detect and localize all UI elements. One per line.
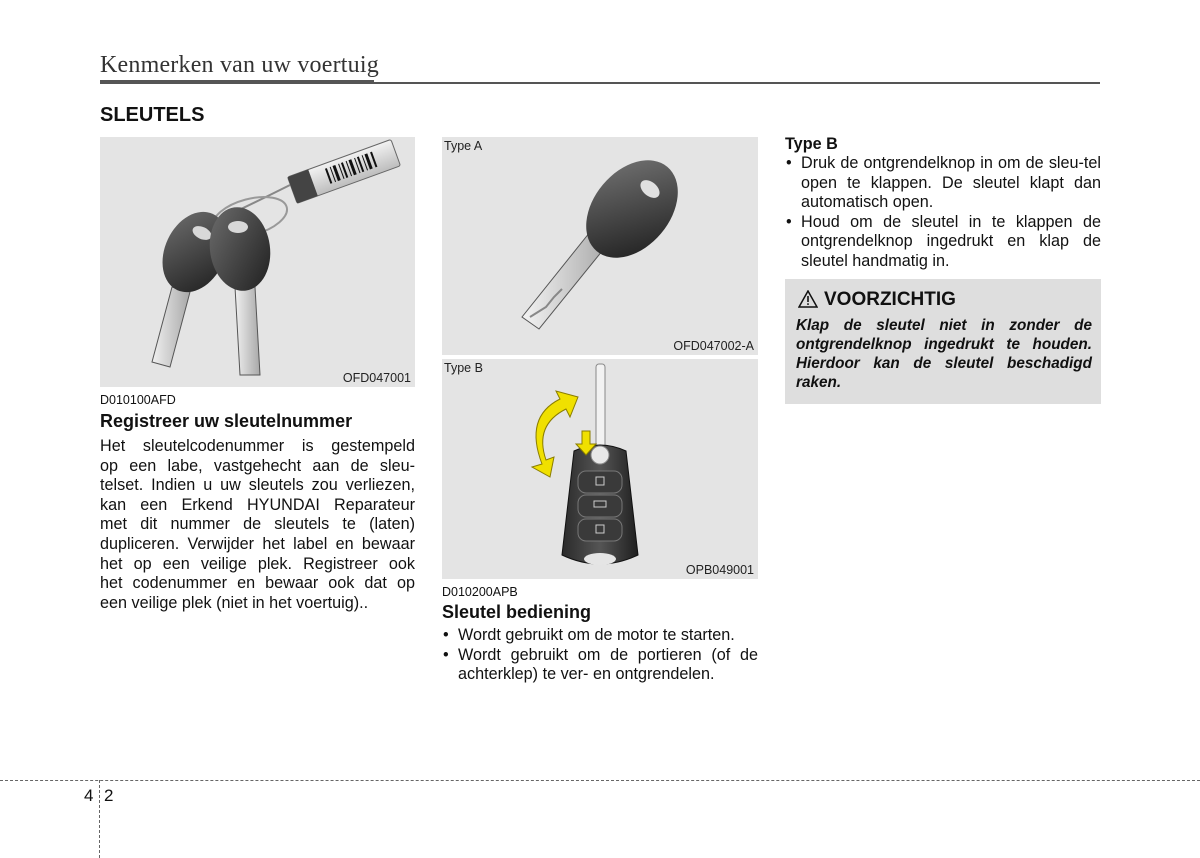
- paragraph-line: het codenummer en bewaar ook dat op: [100, 574, 415, 593]
- doc-code: D010100AFD: [100, 393, 176, 407]
- figure-type-label: Type B: [444, 361, 483, 375]
- keys-illustration: [100, 137, 415, 387]
- warning-triangle-icon: [798, 290, 818, 308]
- page-number: 2: [104, 786, 114, 805]
- caution-text: Klap de sleutel niet in zonder de ontgrendelknop ingedrukt te houden. Hierdoor kan de sleutel beschadigd raken.: [796, 317, 1092, 391]
- type-b-key-illustration: [442, 359, 758, 579]
- paragraph-line: kan een Erkend HYUNDAI Reparateur: [100, 495, 415, 514]
- paragraph-line: op een labe, vastgehecht aan de sleu-: [100, 456, 415, 475]
- footer-rule: [0, 780, 1200, 781]
- doc-code: D010200APB: [442, 585, 518, 599]
- caution-title: VOORZICHTIG: [824, 289, 956, 310]
- header-rule-thick: [100, 80, 374, 84]
- subsection-heading: Type B: [785, 135, 838, 153]
- caution-box: [785, 279, 1101, 404]
- list-item: • Wordt gebruikt om de portieren (of de achterklep) te ver- en ontgrendelen.: [442, 646, 758, 685]
- chapter-title: Kenmerken van uw voertuig: [100, 52, 379, 78]
- bullet-list: [442, 626, 758, 685]
- bullet-list: [785, 154, 1101, 272]
- figure-type-label: Type A: [444, 139, 483, 153]
- header-rule-thin: [374, 82, 1100, 84]
- type-a-key-illustration: [442, 137, 758, 355]
- figure-code: OPB049001: [685, 563, 754, 577]
- body-paragraph: [100, 437, 415, 613]
- section-title: SLEUTELS: [100, 104, 205, 126]
- paragraph-line: telset. Indien u uw sleutels zou verliezen,: [100, 476, 415, 495]
- type-b-key-drawing: [442, 359, 758, 579]
- type-a-key-drawing: [442, 137, 758, 355]
- footer-divider: [99, 780, 100, 858]
- list-item: • Houd om de sleutel in te klappen de ontgrendelknop ingedrukt en klap de sleutel handmatig in.: [785, 213, 1101, 272]
- paragraph-line: Het sleutelcodenummer is gestempeld: [100, 437, 415, 455]
- paragraph-line: het op een veilige plek. Registreer ook: [100, 554, 415, 573]
- paragraph-line: een veilige plek (niet in het voertuig)..: [100, 593, 369, 612]
- caution-heading: [798, 289, 956, 311]
- list-item: • Wordt gebruikt om de motor te starten.: [442, 626, 758, 646]
- keys-drawing: [100, 137, 415, 387]
- list-item: • Druk de ontgrendelknop in om de sleu-tel open te klappen. De sleutel klapt dan automatisch open.: [785, 154, 1101, 213]
- chapter-number: 4: [84, 786, 94, 805]
- paragraph-line: met dit nummer de sleutels te (laten): [100, 515, 415, 534]
- subsection-heading: Sleutel bediening: [442, 602, 592, 622]
- paragraph-line: dupliceren. Verwijder het label en bewaar: [100, 534, 415, 553]
- figure-code: OFD047001: [342, 371, 411, 385]
- figure-code: OFD047002-A: [673, 339, 754, 353]
- subsection-heading: Registreer uw sleutelnummer: [100, 411, 353, 431]
